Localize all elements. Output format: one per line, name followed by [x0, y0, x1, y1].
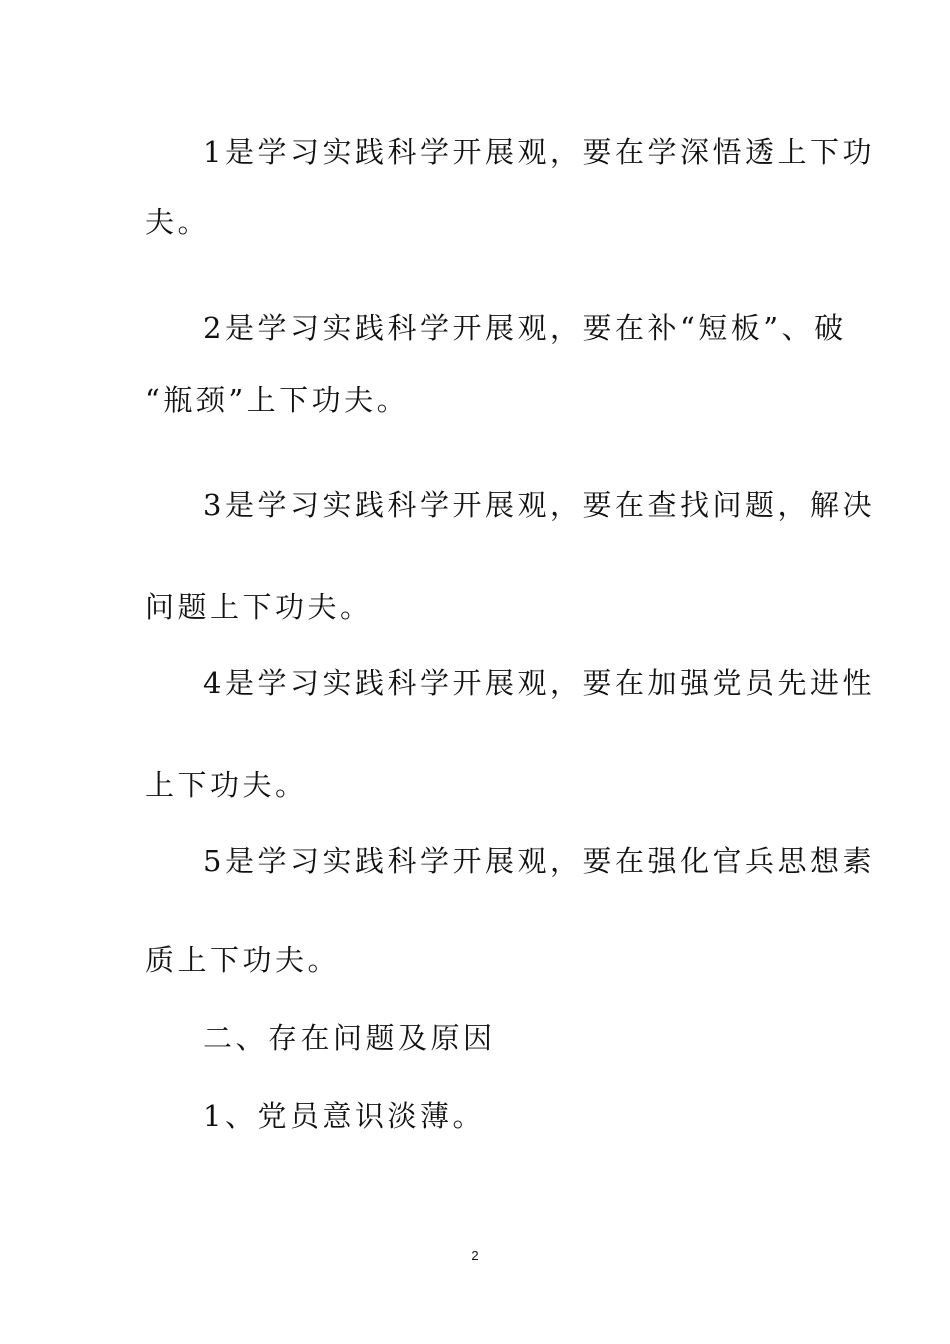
item-1-line-2: 夫。 — [145, 205, 211, 239]
subitem-1: 1、党员意识淡薄。 — [203, 1099, 485, 1133]
item-2-line-1: 2是学习实践科学开展观，要在补“短板”、破 — [203, 311, 847, 345]
item-4-line-2: 上下功夫。 — [145, 768, 308, 802]
item-5-line-1: 5是学习实践科学开展观，要在强化官兵思想素 — [203, 844, 875, 878]
page-number: 2 — [471, 1248, 479, 1263]
item-1-line-1: 1是学习实践科学开展观，要在学深悟透上下功 — [203, 135, 875, 169]
item-4-line-1: 4是学习实践科学开展观，要在加强党员先进性 — [203, 666, 875, 700]
section-heading: 二、存在问题及原因 — [203, 1021, 496, 1055]
item-5-line-2: 质上下功夫。 — [145, 943, 341, 977]
item-3-line-1: 3是学习实践科学开展观，要在查找问题，解决 — [203, 488, 875, 522]
item-2-line-2: “瓶颈”上下功夫。 — [145, 383, 410, 417]
item-3-line-2: 问题上下功夫。 — [145, 590, 373, 624]
